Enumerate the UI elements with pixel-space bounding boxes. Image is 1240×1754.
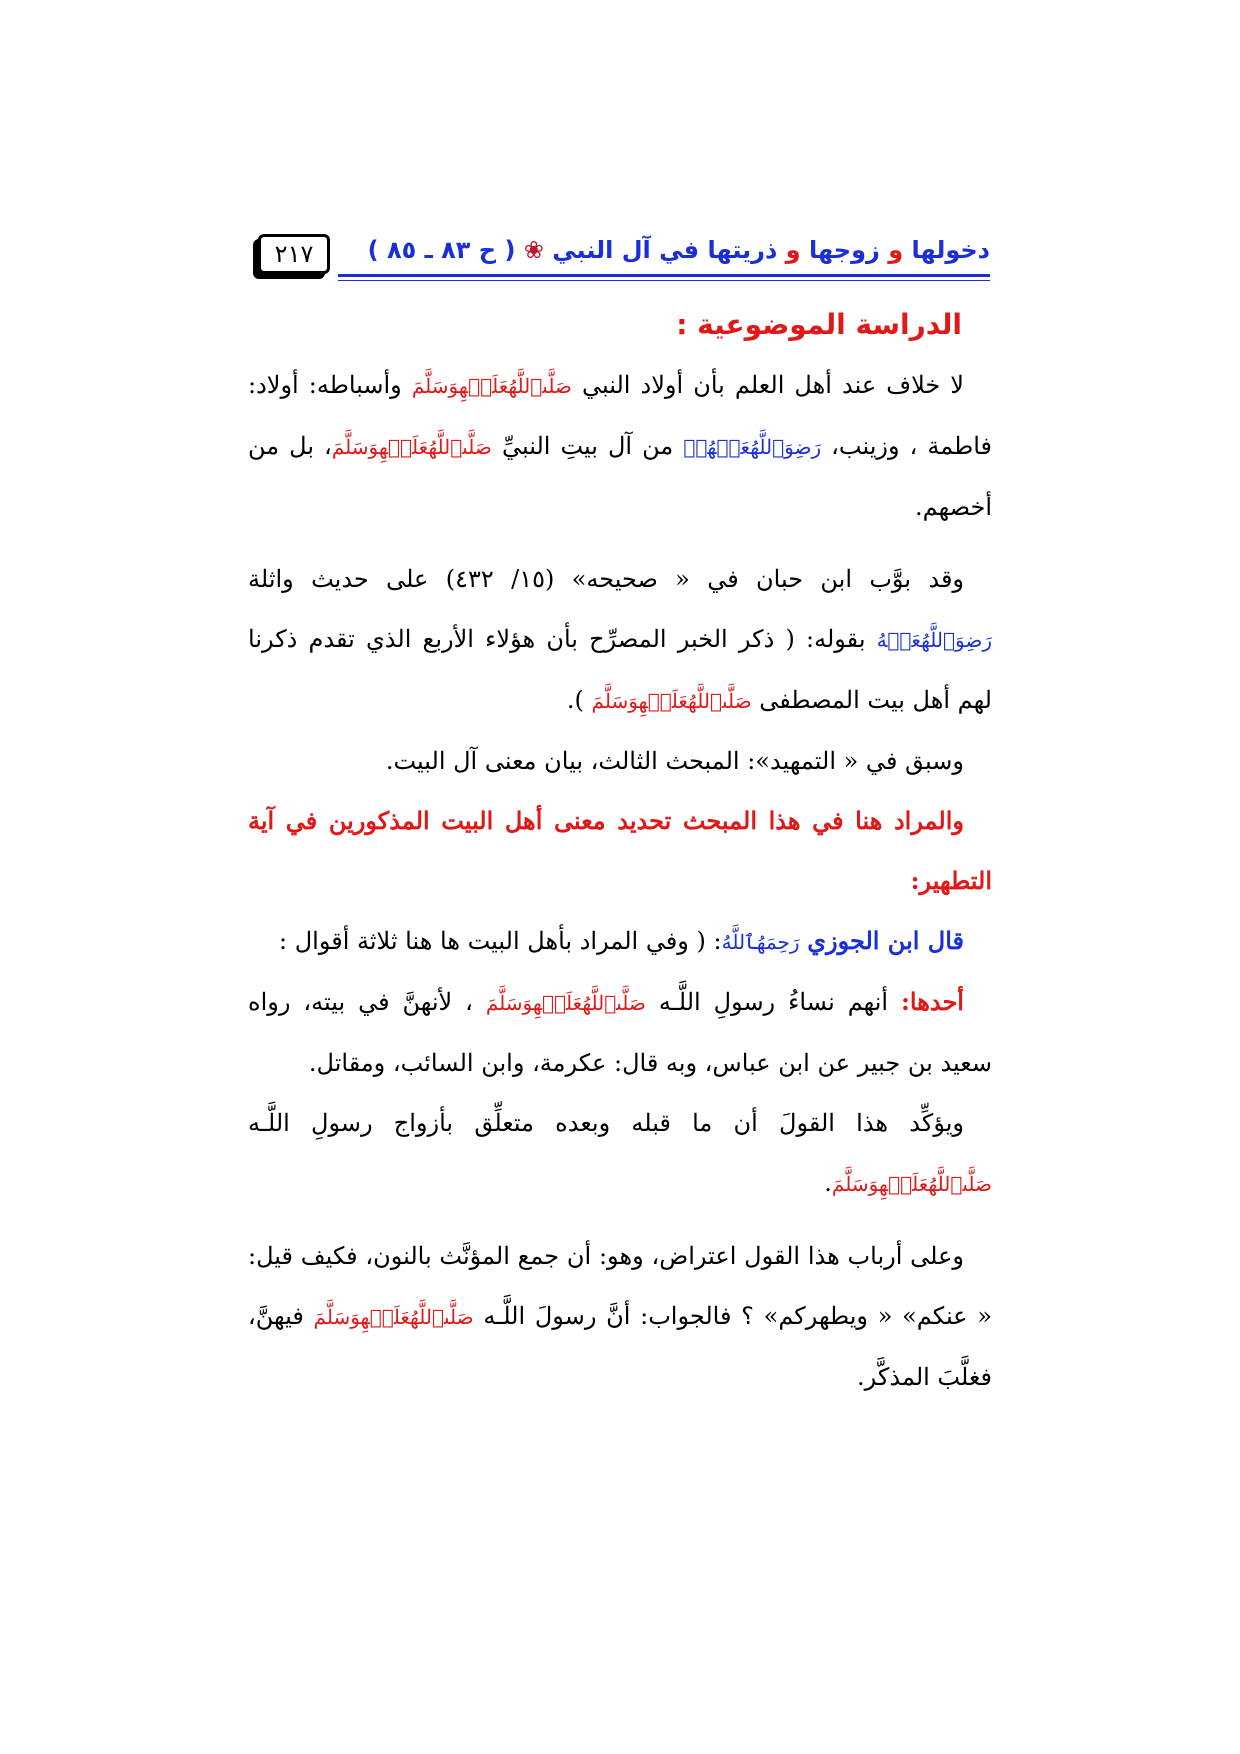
header-title [368, 236, 990, 264]
hadith-range: ( ح ٨٣ ـ ٨٥ ) [367, 236, 516, 264]
honorific-ra: رَضِوَٱللَّهُعَنۡهُ [876, 628, 992, 652]
paragraph [248, 1093, 992, 1214]
running-header [250, 234, 990, 276]
page-number: ٢١٧ [274, 240, 314, 268]
header-title-part: و [888, 236, 904, 264]
honorific-saw: صَلَّىٱللَّهُعَلَيۡهِوَسَلَّمَ [831, 1172, 992, 1196]
text-run: أنهم نساءُ رسولِ اللَّـه [658, 988, 889, 1016]
paragraph [248, 355, 992, 537]
text-run: : ( وفي المراد بأهل البيت ها هنا ثلاثة أقوال : [279, 927, 722, 955]
paragraph [248, 549, 992, 731]
body-text [248, 300, 992, 1407]
text-run: . [824, 1169, 832, 1197]
paragraph [248, 1226, 992, 1407]
text-run: ويؤكِّد هذا القولَ أن ما قبله وبعده متعلِّق بأزواج رسولِ اللَّـه [248, 1109, 964, 1137]
paragraph [248, 911, 992, 972]
text-run: فيهنَّ، فغلَّبَ المذكَّر. [248, 1302, 992, 1391]
text-run: وعلى أرباب هذا القول اعتراض، وهو: أن جمع المؤنَّث بالنون، فكيف قيل: « عنكم» « ويطهركم» ؟ فالجواب: أنَّ رسولَ اللَّـه [248, 1242, 992, 1330]
honorific-rh: رَحِمَهُٱللَّهُ [721, 930, 800, 954]
header-rule-thin [338, 280, 990, 281]
header-rule [338, 274, 990, 277]
honorific-saw: صَلَّىٱللَّهُعَلَيۡهِوَسَلَّمَ [411, 374, 572, 398]
paragraph [248, 972, 992, 1093]
text-run: ، بل من أخصهم. [248, 432, 992, 521]
salawat-seal-icon: ❀ [523, 236, 544, 264]
header-title-part: دخولها [911, 236, 990, 264]
paragraph-highlight: والمراد هنا في هذا المبحث تحديد معنى أهل البيت المذكورين في آية التطهير: [248, 806, 992, 895]
honorific-ra: رَضِوَٱللَّهُعَنۡهُمۡ [683, 435, 822, 459]
paragraph: وسبق في « التمهيد»: المبحث الثالث، بيان معنى آل البيت. [385, 747, 964, 775]
section-heading: الدراسة الموضوعية : [676, 308, 962, 341]
header-title-part: ذريتها في آل النبي [552, 236, 778, 264]
text-run: ). [566, 686, 584, 714]
honorific-saw: صَلَّىٱللَّهُعَلَيۡهِوَسَلَّمَ [331, 435, 492, 459]
honorific-saw: صَلَّىٱللَّهُعَلَيۡهِوَسَلَّمَ [313, 1305, 474, 1329]
text-run: لا خلاف عند أهل العلم بأن أولاد النبي [581, 371, 964, 399]
honorific-saw: صَلَّىٱللَّهُعَلَيۡهِوَسَلَّمَ [485, 991, 646, 1015]
text-run: بقوله: ( ذكر الخبر المصرِّح بأن هؤلاء الأربع الذي تقدم ذكرنا لهم أهل بيت المصطفى [248, 625, 992, 714]
text-run: من آل بيتِ النبيِّ [501, 432, 674, 460]
page-number-badge [258, 234, 330, 274]
text-run: ، لأنهنَّ في بيته، رواه سعيد بن جبير عن ابن عباس، وبه قال: عكرمة، وابن السائب، ومقاتل. [248, 988, 992, 1077]
text-run: وقد بوَّب ابن حبان في « صحيحه» (١٥/ ٤٣٢) على حديث واثلة [248, 565, 965, 593]
speaker-name: قال ابن الجوزي [807, 926, 964, 955]
item-label: أحدها: [901, 987, 964, 1016]
header-title-part: و [785, 236, 801, 264]
honorific-saw: صَلَّىٱللَّهُعَلَيۡهِوَسَلَّمَ [591, 689, 752, 713]
header-title-part: زوجها [808, 236, 880, 264]
text-run: وأسباطه: أولاد: فاطمة ، وزينب، [248, 371, 993, 460]
